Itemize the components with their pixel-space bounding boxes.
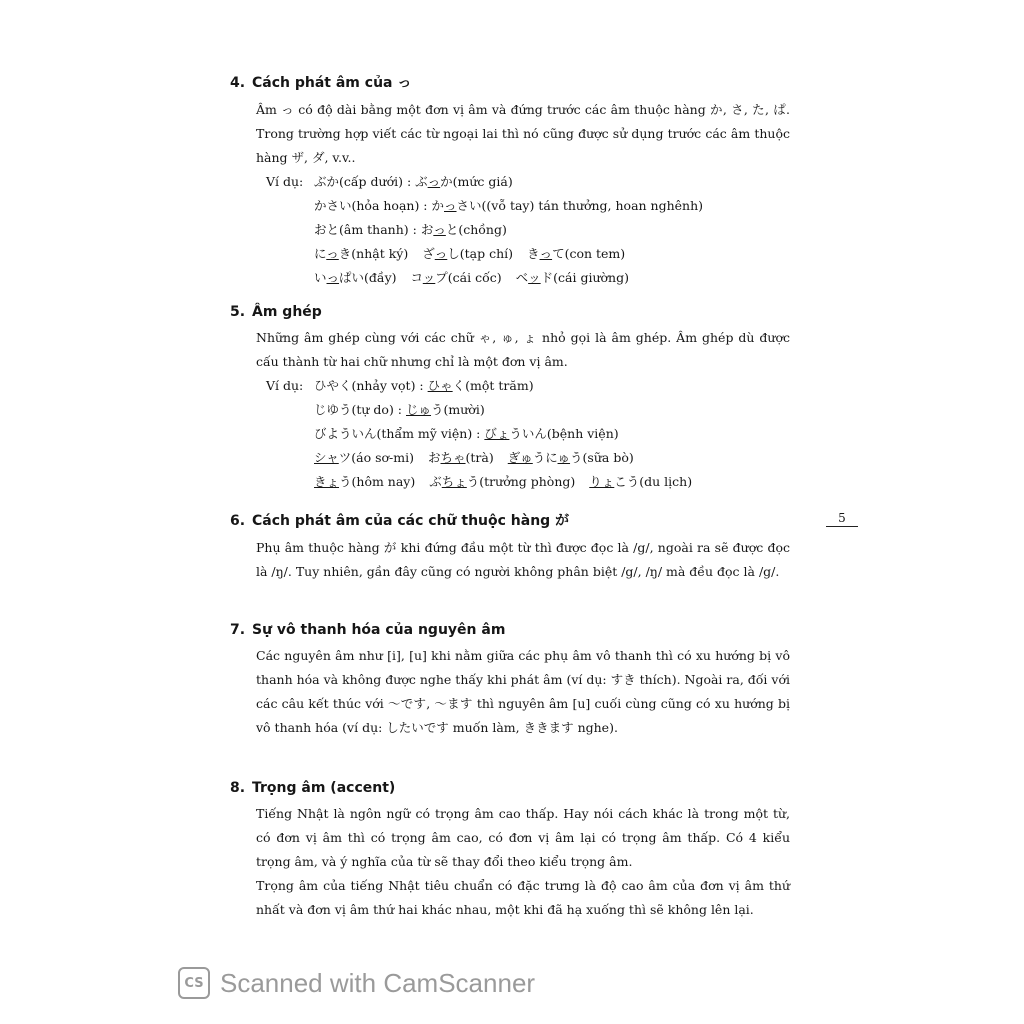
section-7	[230, 622, 790, 740]
example-text: プ(cái cốc)	[435, 270, 502, 285]
section-heading	[230, 622, 790, 638]
example-line	[230, 170, 790, 194]
example-label: Ví dụ:	[266, 174, 304, 189]
underlined-kana: じゅ	[406, 402, 432, 417]
example-line	[230, 446, 790, 470]
example-label: Ví dụ:	[266, 378, 304, 393]
section-6	[230, 510, 790, 584]
underlined-kana: っ	[444, 198, 457, 213]
example-text: さい((vỗ tay) tán thưởng, hoan nghênh)	[456, 198, 704, 213]
underlined-kana: きょ	[314, 474, 340, 489]
example-text: ぶ	[429, 474, 442, 489]
example-text: う(hôm nay)	[339, 474, 416, 489]
section-number: 4.	[230, 75, 246, 91]
example-text: ひやく(nhảy vọt) :	[314, 378, 428, 393]
section-8	[230, 780, 790, 922]
section-heading	[230, 780, 790, 796]
section-title: Cách phát âm của っ	[252, 75, 412, 91]
example-text: う(mười)	[431, 402, 485, 417]
section-number: 5.	[230, 304, 246, 320]
section-4	[230, 72, 790, 290]
example-text: お	[428, 450, 441, 465]
example-line	[230, 374, 790, 398]
underlined-kana: っ	[434, 246, 448, 261]
example-line	[230, 218, 790, 242]
example-text: おと(âm thanh) : お	[314, 222, 434, 237]
example-line	[230, 470, 790, 494]
example-text: ういん(bệnh viện)	[509, 426, 619, 441]
section-5	[230, 304, 790, 494]
example-text: ド(cái giường)	[540, 270, 629, 285]
example-line	[230, 422, 790, 446]
underlined-kana: っ	[326, 246, 339, 261]
section-number: 8.	[230, 780, 246, 796]
example-text: い	[314, 270, 327, 285]
example-text: て(con tem)	[552, 246, 626, 261]
example-text: うに	[532, 450, 558, 465]
example-line	[230, 398, 790, 422]
section-paragraph: Các nguyên âm như [i], [u] khi nằm giữa các phụ âm vô thanh thì có xu hướng bị vô thanh hóa và không được nghe thấy khi phát âm (ví dụ: すき thích). Ngoài ra, đối với các câu kết thúc với ～です, ～ます thì nguyên âm [u] cuối cùng cũng có xu hướng bị vô thanh hóa (ví dụ: したいです muốn làm, ききます nghe).	[256, 648, 790, 735]
underlined-kana: っ	[427, 174, 441, 189]
example-text: かさい(hỏa hoạn) : か	[314, 198, 444, 213]
underlined-kana: っ	[326, 270, 340, 285]
section-title: Cách phát âm của các chữ thuộc hàng が	[252, 513, 570, 529]
section-heading	[230, 304, 790, 320]
example-text: に	[314, 246, 327, 261]
example-line	[230, 266, 790, 290]
example-text: う(trưởng phòng)	[466, 474, 576, 489]
underlined-kana: びょ	[484, 426, 510, 441]
underlined-kana: ぎゅ	[507, 450, 533, 465]
watermark-text: Scanned with CamScanner	[220, 967, 536, 998]
example-text: ベ	[515, 270, 529, 285]
section-paragraph: Âm っ có độ dài bằng một đơn vị âm và đứng trước các âm thuộc hàng か, さ, た, ぱ. Trong trường hợp viết các từ ngoại lai thì nó cũng được sử dụng trước các âm thuộc hàng ザ, ダ, v.v..	[256, 102, 790, 165]
example-text: じゆう(tự do) :	[314, 402, 406, 417]
example-text: コ	[410, 270, 423, 285]
example-text: (trà)	[465, 450, 494, 465]
section-title: Trọng âm (accent)	[252, 780, 396, 796]
section-paragraph: Trọng âm của tiếng Nhật tiêu chuẩn có đặc trưng là độ cao âm của đơn vị âm thứ nhất và đơn vị âm thứ hai khác nhau, một khi đã hạ xuống thì sẽ không lên lại.	[256, 878, 790, 917]
example-text: ぱい(đầy)	[339, 270, 397, 285]
camscanner-watermark	[178, 963, 535, 1003]
example-text: こう(du lịch)	[614, 474, 693, 489]
example-text: ぶか(cấp dưới) : ぶ	[314, 174, 428, 189]
example-line	[230, 242, 790, 266]
example-text: う(sữa bò)	[570, 450, 634, 465]
example-text: く(một trăm)	[452, 378, 534, 393]
page-number: 5	[826, 510, 858, 527]
underlined-kana: ちゃ	[440, 450, 466, 465]
example-text: ツ(áo sơ-mi)	[338, 450, 414, 465]
example-text: と(chồng)	[445, 222, 507, 237]
example-text: か(mức giá)	[440, 174, 513, 189]
underlined-kana: ひゃ	[427, 378, 453, 393]
example-text: し(tạp chí)	[447, 246, 514, 261]
section-title: Sự vô thanh hóa của nguyên âm	[252, 622, 506, 638]
underlined-kana: ゅ	[557, 450, 571, 465]
example-list	[230, 170, 790, 290]
underlined-kana: ッ	[528, 270, 541, 285]
underlined-kana: シャ	[314, 450, 339, 465]
underlined-kana: ちょ	[441, 474, 467, 489]
example-line	[230, 194, 790, 218]
underlined-kana: っ	[539, 246, 553, 261]
example-list	[230, 374, 790, 494]
section-paragraph: Những âm ghép cùng với các chữ ゃ, ゅ, ょ nhỏ gọi là âm ghép. Âm ghép dù được cấu thành từ hai chữ nhưng chỉ là một đơn vị âm.	[256, 330, 790, 369]
section-paragraph: Tiếng Nhật là ngôn ngữ có trọng âm cao thấp. Hay nói cách khác là trong một từ, có đơn vị âm thì có trọng âm cao, có đơn vị âm lại có trọng âm thấp. Có 4 kiểu trọng âm, và ý nghĩa của từ sẽ thay đổi theo kiểu trọng âm.	[256, 806, 790, 869]
underlined-kana: りょ	[589, 474, 615, 489]
section-number: 6.	[230, 513, 246, 529]
camscanner-logo-icon: CS	[178, 967, 210, 999]
example-text: びよういん(thẩm mỹ viện) :	[314, 426, 485, 441]
section-title: Âm ghép	[252, 304, 322, 320]
underlined-kana: ッ	[422, 270, 436, 285]
section-heading	[230, 510, 790, 530]
example-text: き(nhật ký)	[338, 246, 409, 261]
underlined-kana: っ	[433, 222, 446, 237]
example-text: ざ	[422, 246, 435, 261]
example-text: き	[527, 246, 540, 261]
section-heading	[230, 72, 790, 92]
section-number: 7.	[230, 622, 246, 638]
section-paragraph: Phụ âm thuộc hàng が khi đứng đầu một từ thì được đọc là /g/, ngoài ra sẽ được đọc là /ŋ/. Tuy nhiên, gần đây cũng có người không phân biệt /g/, /ŋ/ mà đều đọc là /g/.	[256, 540, 790, 579]
